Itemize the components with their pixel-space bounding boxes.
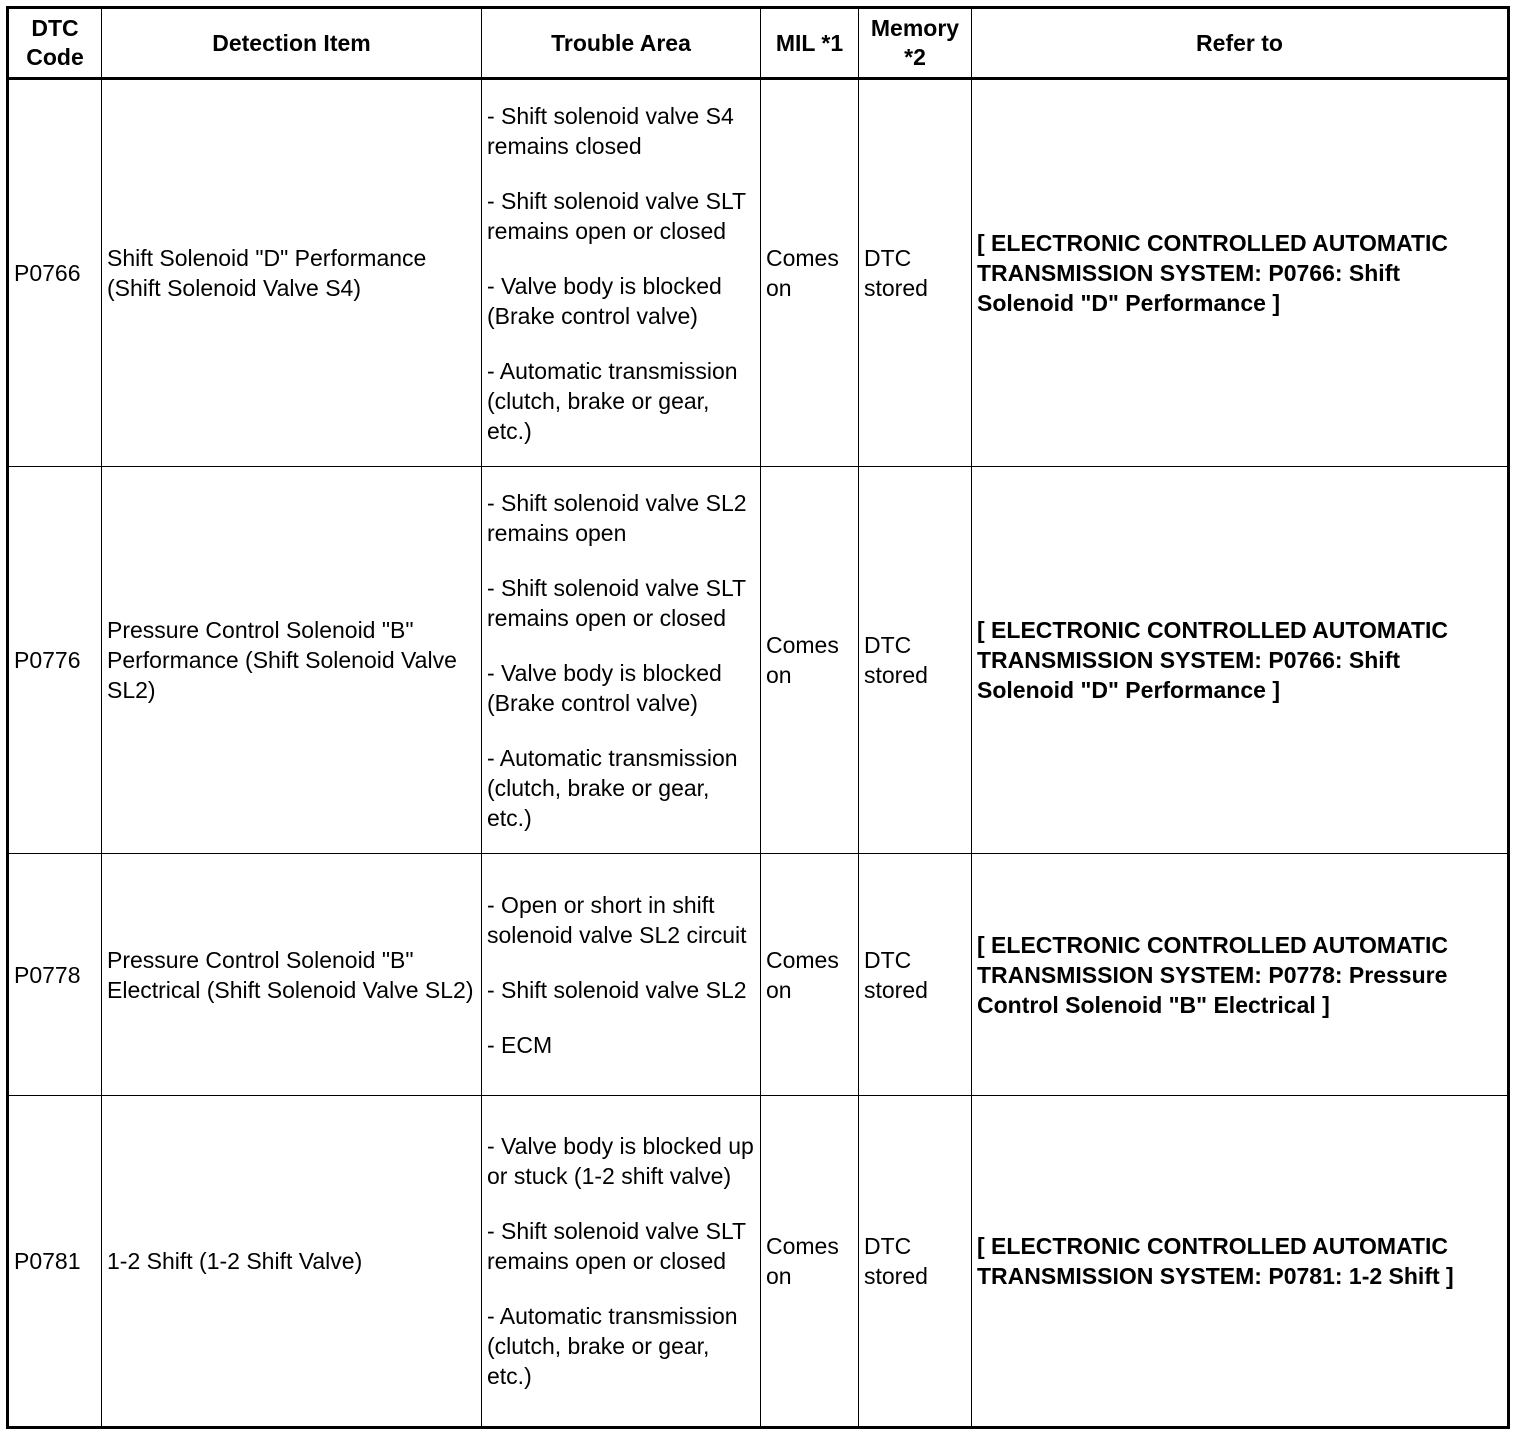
refer-to-link[interactable]: [ ELECTRONIC CONTROLLED AUTOMATIC TRANSMISSION SYSTEM: P0766: Shift Solenoid "D" Performance ] <box>972 467 1509 854</box>
detection-item-cell: Shift Solenoid "D" Performance (Shift Solenoid Valve S4) <box>102 79 482 467</box>
header-row <box>8 8 1509 79</box>
table-row <box>8 854 1509 1096</box>
memory-cell: DTC stored <box>859 467 972 854</box>
memory-cell: DTC stored <box>859 1096 972 1428</box>
header-refer-to: Refer to <box>972 8 1509 79</box>
header-detection-item: Detection Item <box>102 8 482 79</box>
header-memory: Memory *2 <box>859 8 972 79</box>
dtc-code-cell: P0778 <box>8 854 102 1096</box>
trouble-area-cell <box>482 79 761 467</box>
detection-item-cell: Pressure Control Solenoid "B" Performance (Shift Solenoid Valve SL2) <box>102 467 482 854</box>
memory-cell: DTC stored <box>859 854 972 1096</box>
trouble-area-item: - Shift solenoid valve SLT remains open or closed <box>487 574 746 631</box>
trouble-area-item: - Shift solenoid valve S4 remains closed <box>487 102 734 159</box>
trouble-area-item: - Automatic transmission (clutch, brake or gear, etc.) <box>487 1303 738 1389</box>
trouble-area-item: - Automatic transmission (clutch, brake or gear, etc.) <box>487 744 738 831</box>
table-header <box>8 8 1509 79</box>
trouble-area-item: - Valve body is blocked (Brake control valve) <box>487 272 722 329</box>
trouble-area-cell <box>482 467 761 854</box>
table-row <box>8 79 1509 467</box>
trouble-area-item: - Shift solenoid valve SLT remains open or closed <box>487 1218 746 1274</box>
refer-to-link[interactable]: [ ELECTRONIC CONTROLLED AUTOMATIC TRANSMISSION SYSTEM: P0778: Pressure Control Solenoid "B" Electrical ] <box>972 854 1509 1096</box>
trouble-area-item: - Valve body is blocked up or stuck (1-2 shift valve) <box>487 1133 754 1189</box>
dtc-code-cell: P0776 <box>8 467 102 854</box>
header-trouble-area: Trouble Area <box>482 8 761 79</box>
header-mil: MIL *1 <box>761 8 859 79</box>
mil-cell: Comes on <box>761 79 859 467</box>
table-row <box>8 467 1509 854</box>
mil-cell: Comes on <box>761 1096 859 1428</box>
trouble-area-item: - Open or short in shift solenoid valve SL2 circuit <box>487 891 747 948</box>
detection-item-cell: Pressure Control Solenoid "B" Electrical (Shift Solenoid Valve SL2) <box>102 854 482 1096</box>
trouble-area-item: - Shift solenoid valve SLT remains open or closed <box>487 187 746 244</box>
table-body <box>8 79 1509 1428</box>
memory-cell: DTC stored <box>859 79 972 467</box>
trouble-area-item: - Shift solenoid valve SL2 <box>487 976 747 1003</box>
dtc-table <box>6 6 1510 1429</box>
dtc-code-cell: P0781 <box>8 1096 102 1428</box>
detection-item-cell: 1-2 Shift (1-2 Shift Valve) <box>102 1096 482 1428</box>
header-dtc-code: DTC Code <box>8 8 102 79</box>
trouble-area-item: - Shift solenoid valve SL2 remains open <box>487 489 747 546</box>
table-row <box>8 1096 1509 1428</box>
trouble-area-item: - Valve body is blocked (Brake control valve) <box>487 659 722 716</box>
trouble-area-cell <box>482 1096 761 1428</box>
refer-to-link[interactable]: [ ELECTRONIC CONTROLLED AUTOMATIC TRANSMISSION SYSTEM: P0766: Shift Solenoid "D" Performance ] <box>972 79 1509 467</box>
trouble-area-cell <box>482 854 761 1096</box>
mil-cell: Comes on <box>761 467 859 854</box>
mil-cell: Comes on <box>761 854 859 1096</box>
dtc-code-cell: P0766 <box>8 79 102 467</box>
trouble-area-item: - ECM <box>487 1031 553 1058</box>
refer-to-link[interactable]: [ ELECTRONIC CONTROLLED AUTOMATIC TRANSMISSION SYSTEM: P0781: 1-2 Shift ] <box>972 1096 1509 1428</box>
trouble-area-item: - Automatic transmission (clutch, brake or gear, etc.) <box>487 357 738 444</box>
